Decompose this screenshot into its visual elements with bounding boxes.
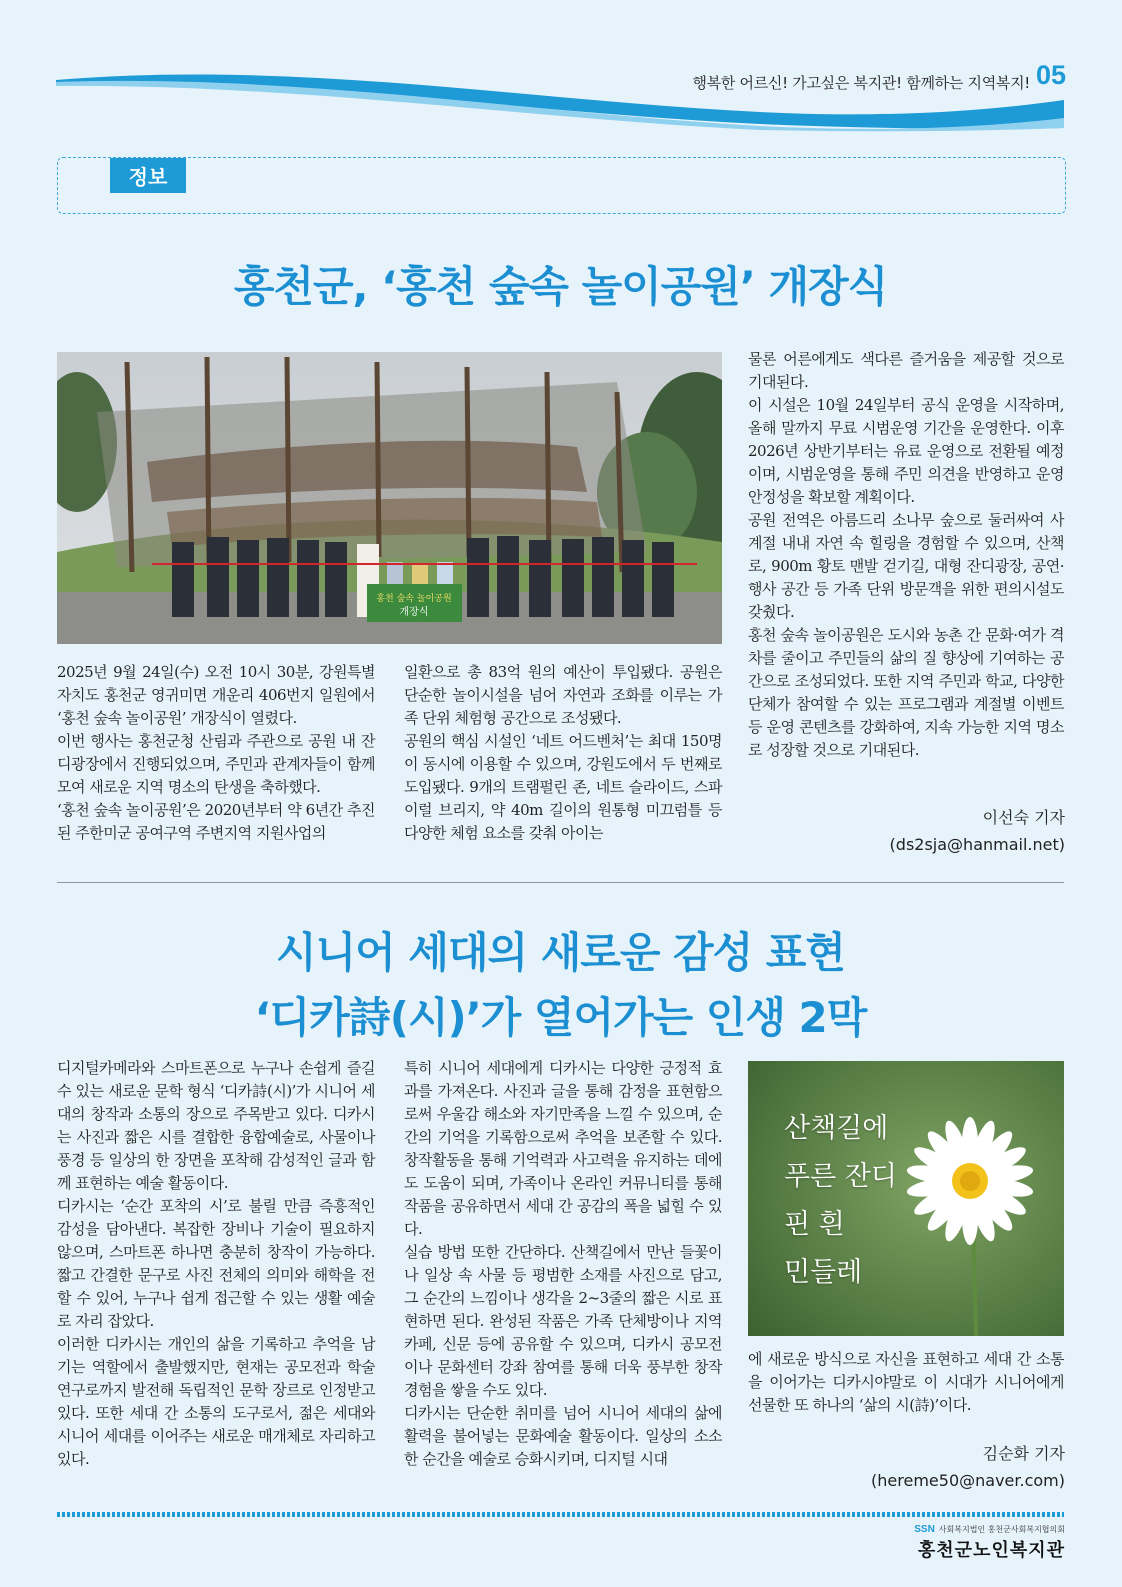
- paragraph: 이러한 디카시는 개인의 삶을 기록하고 추억을 남기는 역할에서 출발했지만, 현재는 공모전과 학술연구로까지 발전해 독립적인 문학 장르로 인정받고 있다. 또한 세대 간 소통의 도구로서, 젊은 세대와 시니어 세대를 이어주는 새로운 매개체로 자리하고 있다.: [57, 1335, 375, 1468]
- paragraph: 물론 어른에게도 색다른 즐거움을 제공할 것으로 기대된다.: [748, 350, 1064, 391]
- paragraph: 특히 시니어 세대에게 디카시는 다양한 긍정적 효과를 가져온다. 사진과 글을 통해 감정을 표현함으로써 우울감 해소와 자기만족을 느낄 수 있으며, 순간의 기억을 기록함으로써 추억을 보존할 수 있다. 창작활동을 통해 기억력과 사고력을 유지하는 데에도 도움이 되며, 가족이나 온라인 커뮤니티를 통해 작품을 공유하면서 세대 간 공감의 폭을 넓힐 수 있다.: [404, 1059, 722, 1238]
- paragraph: 디카시는 ‘순간 포착의 시’로 불릴 만큼 즉흥적인 감성을 담아낸다. 복잡한 장비나 기술이 필요하지 않으며, 스마트폰 하나면 충분히 창작이 가능하다. 짧고 간결한 문구로 사진 전체의 의미와 해학을 전할 수 있어, 누구나 쉽게 접근할 수 있는 생활 예술로 자리 잡았다.: [57, 1197, 375, 1330]
- poem-line: 산책길에: [784, 1113, 889, 1144]
- header-wave-decoration: [0, 0, 1122, 140]
- footer-logo: [914, 1524, 1065, 1562]
- page-number: 05: [1035, 60, 1066, 90]
- paragraph: 2025년 9월 24일(수) 오전 10시 30분, 강원특별자치도 홍천군 영귀미면 개운리 406번지 일원에서 ‘홍천 숲속 놀이공원’ 개장식이 열렸다.: [57, 663, 375, 727]
- paragraph: 홍천 숲속 놀이공원은 도시와 농촌 간 문화·여가 격차를 줄이고 주민들의 삶의 질 향상에 기여하는 공간으로 조성되었다. 또한 지역 주민과 학교, 다양한 단체가 참여할 수 있는 프로그램과 계절별 이벤트 등 운영 콘텐츠를 강화하여, 지속 가능한 지역 명소로 성장할 것으로 기대된다.: [748, 626, 1064, 759]
- paragraph: 공원 전역은 아름드리 소나무 숲으로 둘러싸여 사계절 내내 자연 속 힐링을 경험할 수 있으며, 산책로, 900m 황토 맨발 걷기길, 대형 잔디광장, 공연·행사 공간 등 가족 단위 방문객을 위한 편의시설도 갖췄다.: [748, 511, 1064, 621]
- poem-line: 핀 흰: [784, 1209, 845, 1240]
- poem-line: 푸른 잔디: [784, 1161, 897, 1192]
- svg-text:홍천 숲속 놀이공원: 홍천 숲속 놀이공원: [376, 594, 452, 604]
- paragraph: 일환으로 총 83억 원의 예산이 투입됐다. 공원은 단순한 놀이시설을 넘어 자연과 조화를 이루는 가족 단위 체험형 공간으로 조성됐다.: [404, 663, 722, 727]
- header-slogan: 행복한 어르신! 가고싶은 복지관! 함께하는 지역복지!: [692, 74, 1030, 92]
- article1-title: 홍천군, ‘홍천 숲속 놀이공원’ 개장식: [233, 262, 888, 311]
- paragraph: 공원의 핵심 시설인 ‘네트 어드벤처’는 최대 150명이 동시에 이용할 수 있으며, 강원도에서 두 번째로 도입됐다. 9개의 트램펄린 존, 네트 슬라이드, 스파이럴 브리지, 약 40m 길이의 원통형 미끄럼틀 등 다양한 체험 요소를 갖춰 아이는: [404, 732, 722, 842]
- reporter-email: (ds2sja@hanmail.net): [889, 835, 1065, 854]
- poem-text: [784, 1105, 897, 1297]
- article1-column-1: [57, 661, 375, 845]
- article2-column-1: [57, 1057, 375, 1471]
- reporter-name: 김순화 기자: [982, 1444, 1065, 1463]
- daisy-poem-photo: [748, 1061, 1064, 1336]
- article1-column-3: [748, 348, 1064, 762]
- reporter-name: 이선숙 기자: [982, 808, 1065, 827]
- footer-subtitle: [914, 1524, 1065, 1535]
- opening-ceremony-photo: [57, 352, 722, 644]
- reporter-email: (hereme50@naver.com): [871, 1471, 1065, 1490]
- paragraph: 실습 방법 또한 간단하다. 산책길에서 만난 들꽃이나 일상 속 사물 등 평범한 소재를 사진으로 담고, 그 순간의 느낌이나 생각을 2~3줄의 짧은 시로 표현하면 된다. 완성된 작품은 가족 단체방이나 지역 카페, 신문 등에 공유할 수 있으며, 디카시 공모전이나 문화센터 강좌 참여를 통해 더욱 풍부한 창작 경험을 쌓을 수도 있다.: [404, 1243, 722, 1399]
- footer-association: 사회복지법인 홍천군사회복지협의회: [938, 1525, 1065, 1534]
- section-tag: 정보: [110, 158, 186, 193]
- footer-dashed-rule: [57, 1512, 1064, 1517]
- article2-title-line2: ‘디카詩(시)’가 열어가는 인생 2막: [254, 993, 867, 1042]
- paragraph: 이번 행사는 홍천군청 산림과 주관으로 공원 내 잔디광장에서 진행되었으며, 주민과 관계자들이 함께 모여 새로운 지역 명소의 탄생을 축하했다.: [57, 732, 375, 796]
- paragraph: 이 시설은 10월 24일부터 공식 운영을 시작하며, 올해 말까지 무료 시범운영 기간을 운영한다. 이후 2026년 상반기부터는 유료 운영으로 전환될 예정이며, 시범운영을 통해 주민 의견을 반영하고 운영 안정성을 확보할 계획이다.: [748, 396, 1064, 506]
- footer-org-name: 홍천군노인복지관: [917, 1540, 1065, 1561]
- paragraph: 디지털카메라와 스마트폰으로 누구나 손쉽게 즐길 수 있는 새로운 문학 형식 ‘디카詩(시)’가 시니어 세대의 창작과 소통의 장으로 주목받고 있다. 디카시는 사진과 짧은 시를 결합한 융합예술로, 사물이나 풍경 등 일상의 한 장면을 포착해 감성적인 글과 함께 표현하는 예술 활동이다.: [57, 1059, 375, 1192]
- poem-line: 민들레: [784, 1257, 863, 1288]
- article2-column-2: [404, 1057, 722, 1471]
- paragraph: ‘홍천 숲속 놀이공원’은 2020년부터 약 6년간 추진된 주한미군 공여구역 주변지역 지원사업의: [57, 801, 375, 842]
- article1-byline: [890, 804, 1065, 858]
- paragraph: 에 새로운 방식으로 자신을 표현하고 세대 간 소통을 이어가는 디카시야말로 이 시대가 시니어에게 선물한 또 하나의 ‘삶의 시(詩)’이다.: [748, 1350, 1064, 1414]
- section-frame: [57, 157, 1066, 214]
- article-divider: [57, 882, 1064, 883]
- article2-title-line1: 시니어 세대의 새로운 감성 표현: [276, 928, 845, 977]
- article1-column-2: [404, 661, 722, 845]
- article2-byline: [871, 1440, 1065, 1494]
- paragraph: 디카시는 단순한 취미를 넘어 시니어 세대의 삶에 활력을 불어넣는 문화예술 활동이다. 일상의 소소한 순간을 예술로 승화시키며, 디지털 시대: [404, 1404, 722, 1468]
- article2-column-3: [748, 1348, 1064, 1417]
- ssn-logo-icon: SSN: [914, 1524, 935, 1535]
- svg-text:개장식: 개장식: [399, 607, 429, 618]
